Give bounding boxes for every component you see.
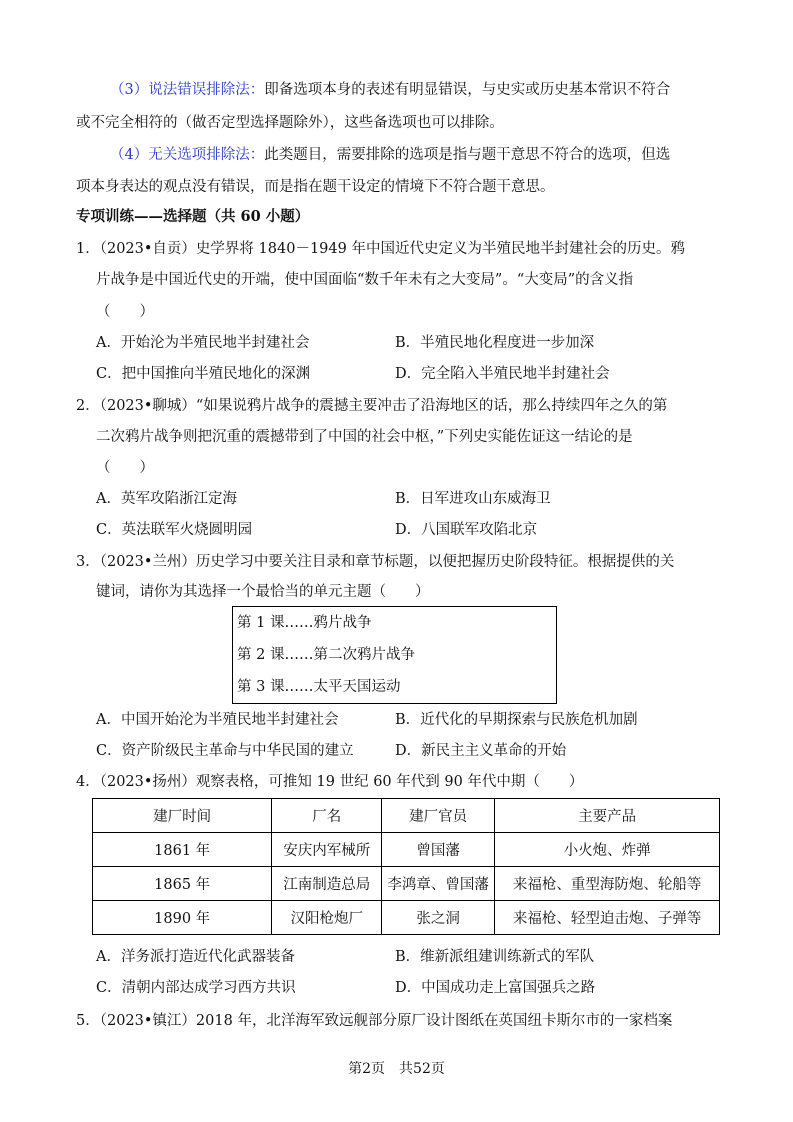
q3-option-a: A．中国开始沦为半殖民地半封建社会: [96, 712, 339, 728]
q1-stem-line3: （ ）: [96, 304, 154, 320]
table-cell: 1865 年: [93, 867, 272, 901]
q4-option-a: A．洋务派打造近代化武器装备: [96, 949, 295, 965]
q2-option-a: A．英军攻陷浙江定海: [96, 491, 237, 507]
q4-stem-line1: 4．（2023•扬州）观察表格，可推知 19 世纪 60 年代到 90 年代中期（ ）: [76, 774, 584, 790]
table-header: 建厂时间: [93, 799, 272, 833]
q4-option-b: B．维新派组建训练新式的军队: [395, 949, 595, 965]
q1-option-d: D．完全陷入半殖民地半封建社会: [395, 366, 610, 382]
table-cell: 1861 年: [93, 833, 272, 867]
q2-stem-line3: （ ）: [96, 460, 154, 476]
q1-option-a: A．开始沦为半殖民地半封建社会: [96, 335, 310, 351]
q2-option-b: B．日军进攻山东威海卫: [395, 491, 551, 507]
method-3-label: （3）说法错误排除法：: [110, 82, 265, 98]
table-cell: 来福枪、轻型迫击炮、子弹等: [495, 901, 720, 935]
page-footer: 第2页 共52页: [348, 1061, 445, 1077]
q3-stem-line1: 3．（2023•兰州）历史学习中要关注目录和章节标题，以便把握历史阶段特征。根据提供的关: [76, 554, 675, 570]
q3-lesson-2: 第 2 课……第二次鸦片战争: [237, 647, 415, 663]
table-header: 主要产品: [495, 799, 720, 833]
q2-stem-line1: 2．（2023•聊城）“如果说鸦片战争的震撼主要冲击了沿海地区的话，那么持续四年之久的第: [76, 398, 668, 414]
method-3-line1: （3）说法错误排除法：即备选项本身的表述有明显错误，与史实或历史基本常识不符合: [110, 82, 671, 98]
q3-option-b: B．近代化的早期探索与民族危机加剧: [395, 712, 638, 728]
method-4-line2: 项本身表达的观点没有错误，而是指在题干设定的情境下不符合题干意思。: [76, 179, 555, 195]
q5-stem-line1: 5．（2023•镇江）2018 年，北洋海军致远舰部分原厂设计图纸在英国纽卡斯尔市的一家档案: [76, 1013, 673, 1029]
section-title: 专项训练——选择题（共 60 小题）: [76, 208, 310, 225]
q4-option-d: D．中国成功走上富国强兵之路: [395, 980, 596, 996]
table-cell: 1890 年: [93, 901, 272, 935]
method-4-line1: （4）无关选项排除法：此类题目，需要排除的选项是指与题干意思不符合的选项，但选: [110, 147, 671, 163]
table-header-row: [93, 799, 720, 833]
table-row: [93, 867, 720, 901]
q2-option-d: D．八国联军攻陷北京: [395, 522, 538, 538]
method-4-label: （4）无关选项排除法：: [110, 147, 265, 163]
q1-option-c: C．把中国推向半殖民地化的深渊: [96, 366, 311, 382]
table-header: 建厂官员: [382, 799, 495, 833]
table-cell: 来福枪、重型海防炮、轮船等: [495, 867, 720, 901]
table-cell: 曾国藩: [382, 833, 495, 867]
table-cell: 李鸿章、曾国藩: [382, 867, 495, 901]
table-cell: 江南制造总局: [272, 867, 382, 901]
q1-stem-line2: 片战争是中国近代史的开端，使中国面临“数千年未有之大变局”。“大变局”的含义指: [96, 272, 634, 288]
table-header: 厂名: [272, 799, 382, 833]
q3-option-c: C．资产阶级民主革命与中华民国的建立: [96, 743, 354, 759]
q2-stem-line2: 二次鸦片战争则把沉重的震撼带到了中国的社会中枢，”下列史实能佐证这一结论的是: [96, 429, 633, 445]
q1-stem-line1: 1．（2023•自贡）史学界将 1840－1949 年中国近代史定义为半殖民地半封建社会的历史。鸦: [76, 241, 685, 257]
q3-lesson-3: 第 3 课……太平天国运动: [237, 679, 401, 695]
table-cell: 汉阳枪炮厂: [272, 901, 382, 935]
table-cell: 张之洞: [382, 901, 495, 935]
method-3-line2: 或不完全相符的（做否定型选择题除外），这些备选项也可以排除。: [76, 115, 504, 131]
q3-option-d: D．新民主主义革命的开始: [395, 743, 567, 759]
q3-lesson-1: 第 1 课……鸦片战争: [237, 615, 372, 631]
q4-factory-table: [92, 798, 720, 935]
table-row: [93, 901, 720, 935]
table-cell: 小火炮、炸弹: [495, 833, 720, 867]
q1-option-b: B．半殖民地化程度进一步加深: [395, 335, 595, 351]
q3-stem-line2: 键词，请你为其选择一个最恰当的单元主题（ ）: [96, 584, 430, 600]
table-row: [93, 833, 720, 867]
table-cell: 安庆内军械所: [272, 833, 382, 867]
q4-option-c: C．清朝内部达成学习西方共识: [96, 980, 296, 996]
q3-lesson-box: [232, 606, 557, 704]
q2-option-c: C．英法联军火烧圆明园: [96, 522, 253, 538]
